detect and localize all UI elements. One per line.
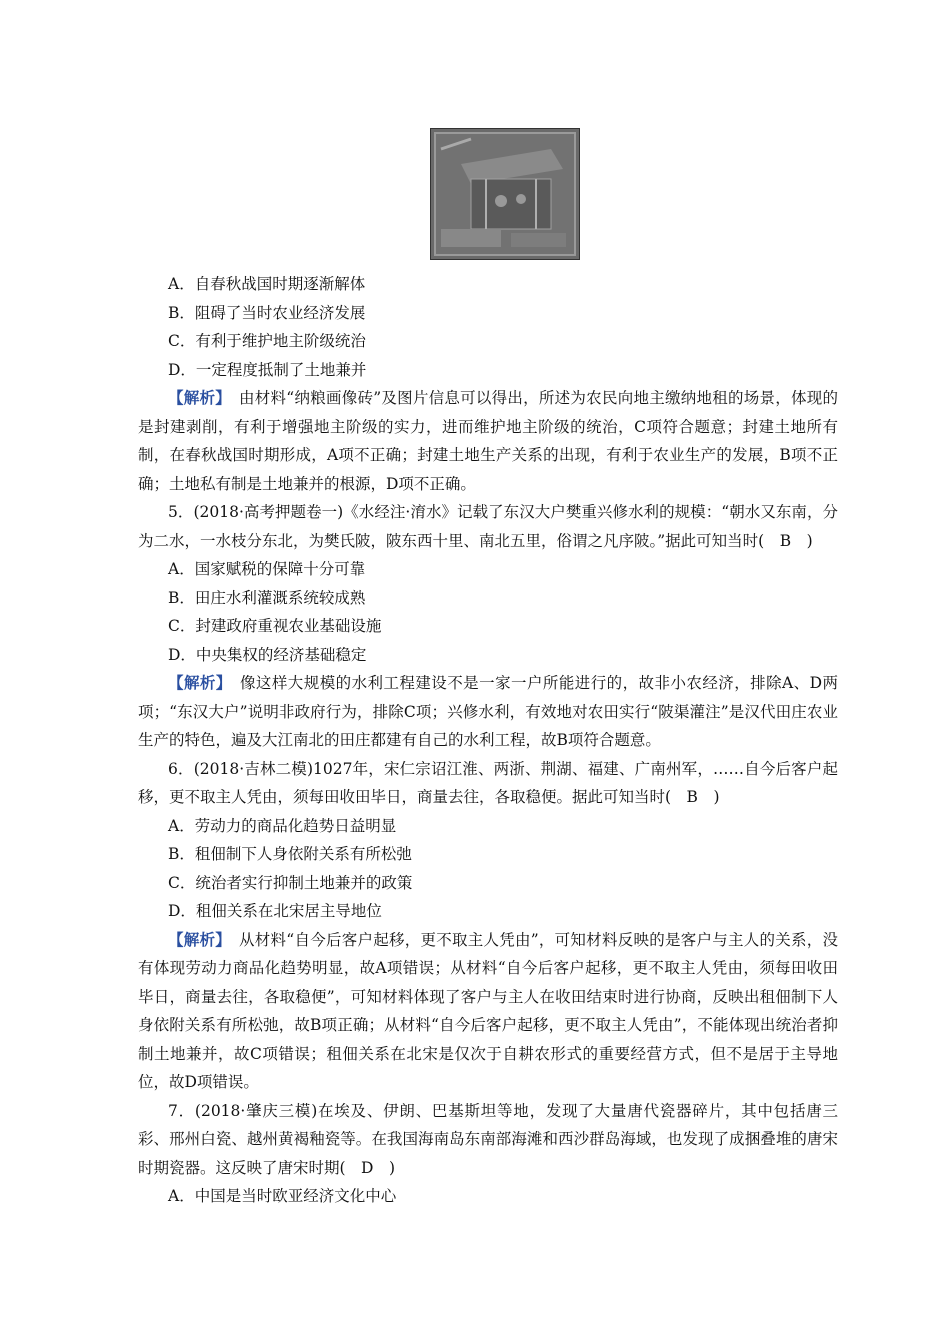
q5-option-b: B．田庄水利灌溉系统较成熟 (168, 588, 366, 607)
q7-stem: 7．(2018·肇庆三模)在埃及、伊朗、巴基斯坦等地，发现了大量唐代瓷器碎片，其中包括唐三彩、邢州白瓷、越州黄褐釉瓷等。在我国海南岛东南部海滩和西沙群岛海域，也发现了成捆叠堆的唐宋时期瓷器。这反映了唐宋时期( D ) (138, 1101, 838, 1177)
q4-analysis-text: 由材料“纳粮画像砖”及图片信息可以得出，所述为农民向地主缴纳地租的场景，体现的是封建剥削，有利于增强地主阶级的实力，进而维护地主阶级的统治，C项符合题意；封建土地所有制，在春秋战国时期形成，A项不正确；封建土地生产关系的出现，有利于农业生产的发展，B项不正确；土地私有制是土地兼并的根源，D项不正确。 (138, 389, 838, 493)
question-content (138, 270, 838, 1211)
q6-analysis-tag: 【解析】 (168, 929, 224, 949)
tax-grain-relief-image (430, 128, 580, 260)
q4-analysis (138, 384, 838, 498)
q6-stem: 6．(2018·吉林二模)1027年，宋仁宗诏江淮、两浙、荆湖、福建、广南州军，……自今后客户起移，更不取主人凭由，须每田收田毕日，商量去往，各取稳便。据此可知当时( B ) (138, 759, 838, 806)
q4-analysis-tag: 【解析】 (168, 388, 224, 407)
q5-option-a: A．国家赋税的保障十分可靠 (168, 560, 366, 578)
q5-stem: 5．(2018·高考押题卷一)《水经注·淯水》记载了东汉大户樊重兴修水利的规模：“朝水又东南，分为二水，一水枝分东北，为樊氏陂，陂东西十里、南北五里，俗谓之凡序陂。”据此可知当时( B ) (138, 503, 838, 550)
q6-analysis (138, 926, 838, 1097)
relief-brick-picture (431, 129, 579, 259)
q5-option-c: C．封建政府重视农业基础设施 (168, 617, 382, 635)
q5-analysis-tag: 【解析】 (168, 673, 225, 692)
q6-option-b: B．租佃制下人身依附关系有所松弛 (168, 845, 412, 863)
q5-analysis-text: 像这样大规模的水利工程建设不是一家一户所能进行的，故非小农经济，排除A、D两项；“东汉大户”说明非政府行为，排除C项；兴修水利，有效地对农田实行“陂渠灌注”是汉代田庄农业生产的特色，遍及大江南北的田庄都建有自己的水利工程，故B项符合题意。 (138, 674, 838, 749)
q4-option-a: A．自春秋战国时期逐渐解体 (168, 275, 366, 293)
q5-option-d: D．中央集权的经济基础稳定 (168, 645, 367, 664)
q6-analysis-text: 从材料“自今后客户起移，更不取主人凭由”，可知材料反映的是客户与主人的关系，没有体现劳动力商品化趋势明显，故A项错误；从材料“自今后客户起移，更不取主人凭由，须每田收田毕日，商量去往，各取稳便”，可知材料体现了客户与主人在收田结束时进行协商，反映出租佃制下人身依附关系有所松弛，故B项正确；从材料“自今后客户起移，更不取主人凭由”，不能体现出统治者抑制土地兼并，故C项错误；租佃关系在北宋是仅次于自耕农形式的重要经营方式，但不是居于主导地位，故D项错误。 (138, 930, 838, 1091)
q6-option-c: C．统治者实行抑制土地兼并的政策 (168, 873, 413, 892)
q7-option-a: A．中国是当时欧亚经济文化中心 (168, 1187, 397, 1205)
q4-option-d: D．一定程度抵制了土地兼并 (168, 360, 367, 379)
q6-option-d: D．租佃关系在北宋居主导地位 (168, 902, 382, 920)
q4-option-b: B．阻碍了当时农业经济发展 (168, 303, 366, 322)
q5-analysis (138, 669, 838, 755)
q4-option-c: C．有利于维护地主阶级统治 (168, 332, 366, 350)
q6-option-a: A．劳动力的商品化趋势日益明显 (168, 816, 397, 835)
